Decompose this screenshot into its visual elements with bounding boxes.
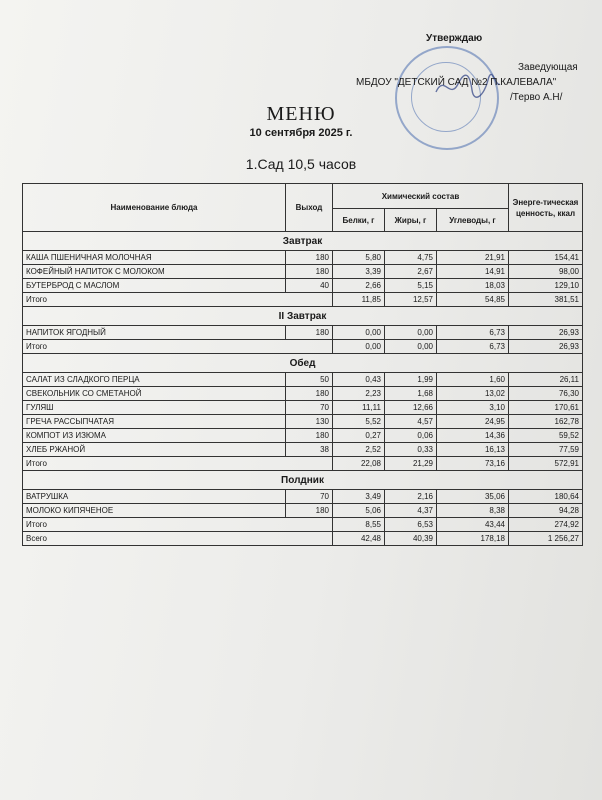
dish-name: МОЛОКО КИПЯЧЕНОЕ [23, 504, 286, 518]
dish-carbs: 21,91 [437, 251, 509, 265]
grand-total-value: 40,39 [385, 532, 437, 546]
dish-fat: 2,67 [385, 265, 437, 279]
dish-name: САЛАТ ИЗ СЛАДКОГО ПЕРЦА [23, 373, 286, 387]
dish-carbs: 3,10 [437, 401, 509, 415]
header-output: Выход [286, 184, 333, 232]
dish-energy: 26,93 [509, 326, 583, 340]
dish-energy: 154,41 [509, 251, 583, 265]
dish-carbs: 24,95 [437, 415, 509, 429]
dish-protein: 3,39 [333, 265, 385, 279]
dish-energy: 26,11 [509, 373, 583, 387]
total-label: Итого [23, 518, 333, 532]
dish-carbs: 18,03 [437, 279, 509, 293]
total-label: Итого [23, 340, 333, 354]
grand-total-value: 1 256,27 [509, 532, 583, 546]
dish-name: ГРЕЧА РАССЫПЧАТАЯ [23, 415, 286, 429]
dish-name: СВЕКОЛЬНИК СО СМЕТАНОЙ [23, 387, 286, 401]
dish-row [23, 251, 583, 265]
dish-protein: 0,27 [333, 429, 385, 443]
dish-row [23, 387, 583, 401]
total-value: 54,85 [437, 293, 509, 307]
dish-output: 180 [286, 326, 333, 340]
dish-protein: 5,06 [333, 504, 385, 518]
dish-carbs: 16,13 [437, 443, 509, 457]
approval-position: Заведующая [518, 62, 578, 73]
approval-signer: /Терво А.Н/ [510, 92, 563, 103]
total-value: 6,53 [385, 518, 437, 532]
grand-total-label: Всего [23, 532, 333, 546]
dish-fat: 4,57 [385, 415, 437, 429]
dish-energy: 76,30 [509, 387, 583, 401]
total-label: Итого [23, 293, 333, 307]
total-value: 6,73 [437, 340, 509, 354]
dish-name: ХЛЕБ РЖАНОЙ [23, 443, 286, 457]
section-header-row [23, 354, 583, 373]
section-header-row [23, 307, 583, 326]
total-value: 73,16 [437, 457, 509, 471]
dish-energy: 180,64 [509, 490, 583, 504]
section-title: II Завтрак [23, 307, 583, 326]
header-energy: Энерге-тическая ценность, ккал [509, 184, 583, 232]
header-carbs: Углеводы, г [437, 209, 509, 232]
total-value: 12,57 [385, 293, 437, 307]
dish-name: КОФЕЙНЫЙ НАПИТОК С МОЛОКОМ [23, 265, 286, 279]
menu-group: 1.Сад 10,5 часов [245, 156, 357, 172]
approval-title: Утверждаю [426, 33, 483, 44]
dish-protein: 3,49 [333, 490, 385, 504]
total-value: 381,51 [509, 293, 583, 307]
dish-row [23, 279, 583, 293]
dish-carbs: 1,60 [437, 373, 509, 387]
header-dish: Наименование блюда [23, 184, 286, 232]
dish-energy: 170,61 [509, 401, 583, 415]
dish-output: 70 [286, 490, 333, 504]
dish-row [23, 265, 583, 279]
menu-date: 10 сентября 2025 г. [249, 127, 353, 139]
dish-row [23, 326, 583, 340]
total-value: 0,00 [385, 340, 437, 354]
dish-output: 38 [286, 443, 333, 457]
dish-fat: 12,66 [385, 401, 437, 415]
dish-row [23, 429, 583, 443]
dish-name: ГУЛЯШ [23, 401, 286, 415]
dish-fat: 1,99 [385, 373, 437, 387]
menu-body [23, 232, 583, 546]
total-value: 22,08 [333, 457, 385, 471]
total-value: 8,55 [333, 518, 385, 532]
dish-output: 180 [286, 251, 333, 265]
section-title: Обед [23, 354, 583, 373]
dish-row [23, 415, 583, 429]
dish-output: 180 [286, 429, 333, 443]
total-value: 0,00 [333, 340, 385, 354]
dish-carbs: 13,02 [437, 387, 509, 401]
dish-fat: 2,16 [385, 490, 437, 504]
section-header-row [23, 471, 583, 490]
dish-fat: 4,75 [385, 251, 437, 265]
dish-protein: 11,11 [333, 401, 385, 415]
dish-fat: 0,33 [385, 443, 437, 457]
dish-energy: 129,10 [509, 279, 583, 293]
dish-name: ВАТРУШКА [23, 490, 286, 504]
total-value: 11,85 [333, 293, 385, 307]
dish-fat: 0,00 [385, 326, 437, 340]
dish-carbs: 35,06 [437, 490, 509, 504]
section-title: Полдник [23, 471, 583, 490]
dish-output: 180 [286, 504, 333, 518]
dish-protein: 2,23 [333, 387, 385, 401]
dish-name: КОМПОТ ИЗ ИЗЮМА [23, 429, 286, 443]
dish-row [23, 490, 583, 504]
dish-energy: 98,00 [509, 265, 583, 279]
total-value: 21,29 [385, 457, 437, 471]
dish-output: 180 [286, 265, 333, 279]
dish-fat: 4,37 [385, 504, 437, 518]
dish-carbs: 6,73 [437, 326, 509, 340]
dish-carbs: 14,36 [437, 429, 509, 443]
dish-protein: 0,43 [333, 373, 385, 387]
dish-energy: 162,78 [509, 415, 583, 429]
dish-energy: 94,28 [509, 504, 583, 518]
dish-name: БУТЕРБРОД С МАСЛОМ [23, 279, 286, 293]
header-fat: Жиры, г [385, 209, 437, 232]
dish-row [23, 401, 583, 415]
total-label: Итого [23, 457, 333, 471]
header-protein: Белки, г [333, 209, 385, 232]
total-row [23, 457, 583, 471]
dish-energy: 59,52 [509, 429, 583, 443]
total-value: 274,92 [509, 518, 583, 532]
dish-energy: 77,59 [509, 443, 583, 457]
dish-fat: 1,68 [385, 387, 437, 401]
dish-carbs: 8,38 [437, 504, 509, 518]
dish-output: 40 [286, 279, 333, 293]
total-value: 572,91 [509, 457, 583, 471]
dish-row [23, 373, 583, 387]
dish-fat: 5,15 [385, 279, 437, 293]
section-title: Завтрак [23, 232, 583, 251]
approval-organization: МБДОУ "ДЕТСКИЙ САД №2 П.КАЛЕВАЛА" [356, 77, 557, 88]
dish-name: КАША ПШЕНИЧНАЯ МОЛОЧНАЯ [23, 251, 286, 265]
dish-carbs: 14,91 [437, 265, 509, 279]
grand-total-row [23, 532, 583, 546]
section-header-row [23, 232, 583, 251]
dish-name: НАПИТОК ЯГОДНЫЙ [23, 326, 286, 340]
dish-fat: 0,06 [385, 429, 437, 443]
total-value: 26,93 [509, 340, 583, 354]
total-value: 43,44 [437, 518, 509, 532]
total-row [23, 340, 583, 354]
dish-protein: 2,52 [333, 443, 385, 457]
dish-output: 130 [286, 415, 333, 429]
dish-row [23, 443, 583, 457]
dish-protein: 5,52 [333, 415, 385, 429]
dish-output: 70 [286, 401, 333, 415]
dish-output: 50 [286, 373, 333, 387]
total-row [23, 293, 583, 307]
dish-row [23, 504, 583, 518]
dish-protein: 2,66 [333, 279, 385, 293]
dish-protein: 5,80 [333, 251, 385, 265]
grand-total-value: 42,48 [333, 532, 385, 546]
page-title: МЕНЮ [266, 103, 336, 125]
header-chem: Химический состав [333, 184, 509, 209]
grand-total-value: 178,18 [437, 532, 509, 546]
total-row [23, 518, 583, 532]
dish-protein: 0,00 [333, 326, 385, 340]
menu-table [22, 183, 583, 546]
dish-output: 180 [286, 387, 333, 401]
